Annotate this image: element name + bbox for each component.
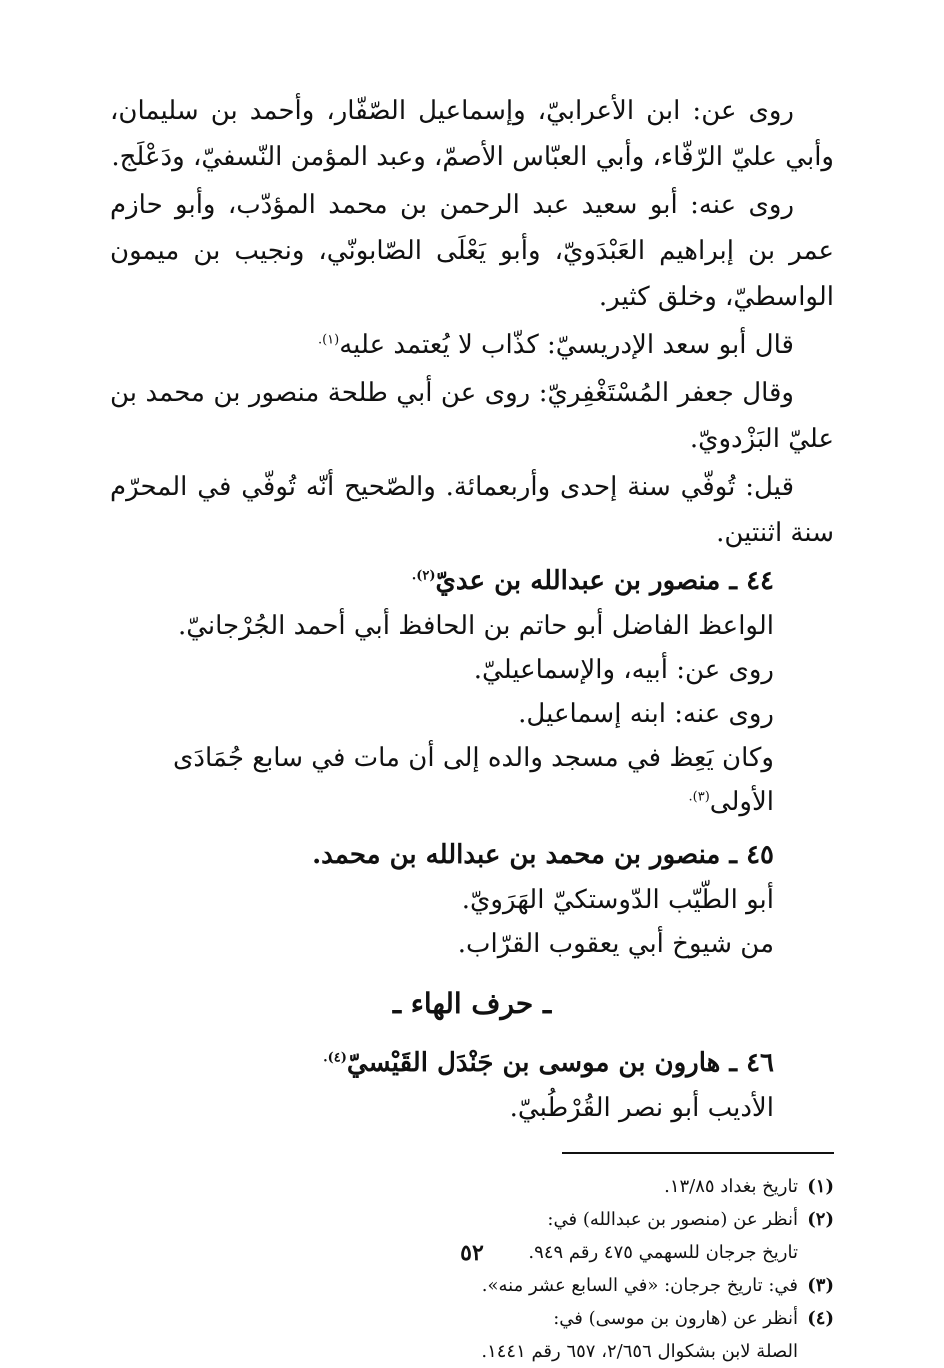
page-body [110, 88, 834, 1368]
entry-45-title: ٤٥ ـ منصور بن محمد بن عبدالله بن محمد. [312, 840, 774, 870]
paragraph-death-date: قيل: تُوفّي سنة إحدى وأربعمائة. والصّحيح أنّه تُوفّي في المحرّم سنة اثنتين. [110, 472, 834, 548]
entry-45-line: من شيوخ أبي يعقوب القرّاب. [457, 929, 774, 959]
entry-44-title-text: ٤٤ ـ منصور بن عبدالله بن عديّ [435, 566, 774, 596]
footnote-item [110, 1170, 834, 1203]
entry-45 [110, 832, 774, 966]
footnote-number: (٢) [807, 1209, 834, 1230]
entry-46-line: الأديب أبو نصر القُرْطُبيّ. [509, 1093, 774, 1123]
footnote-divider [562, 1152, 834, 1154]
footnote-continuation: الصلة لابن بشكوال ٢/٦٥٦، ٦٥٧ رقم ١٤٤١. [481, 1341, 798, 1362]
entry-44-line-text: وكان يَعِظ في مسجد والده إلى أن مات في سابع جُمَادَى الأولى [173, 743, 774, 817]
footnote-item [110, 1302, 834, 1335]
footnote-text: أنظر عن (منصور بن عبدالله) في: [547, 1209, 798, 1230]
entry-44-line: روى عن: أبيه، والإسماعيليّ. [473, 655, 774, 685]
entry-44-line [110, 736, 774, 824]
page-number: ٥٢ [460, 1240, 484, 1266]
footnotes [110, 1170, 834, 1368]
section-heading: ـ حرف الهاء ـ [392, 987, 552, 1020]
paragraph-mustaghfiri: وقال جعفر المُسْتَغْفِريّ: روى عن أبي طلحة منصور بن محمد بن عليّ البَزْدويّ. [110, 378, 834, 454]
footnote-item [110, 1269, 834, 1302]
footnote-item [110, 1203, 834, 1236]
footnote-number: (١) [807, 1176, 834, 1197]
entry-44-title [110, 558, 774, 604]
footnote-number: (٤) [807, 1308, 834, 1329]
footnote-text: تاريخ بغداد ١٣/٨٥. [664, 1176, 798, 1197]
footnote-ref-1[interactable]: (١). [317, 332, 340, 348]
footnote-ref-2[interactable]: (٢). [411, 568, 436, 584]
spacer [110, 824, 834, 832]
paragraph-idrisi-text: قال أبو سعد الإدريسيّ: كذّاب لا يُعتمد عليه [339, 330, 794, 360]
entry-46-title [110, 1040, 774, 1086]
entry-44-line: روى عنه: ابنه إسماعيل. [518, 699, 774, 729]
entry-45-line: أبو الطّيّب الدّوستكيّ الهَرَويّ. [461, 885, 774, 915]
footnote-text: أنظر عن (هارون بن موسى) في: [553, 1308, 798, 1329]
entry-46-title-text: ٤٦ ـ هارون بن موسى بن جَنْدَل القَيْسيّ [346, 1048, 774, 1078]
paragraph-narrated-from: روى عن: ابن الأعرابيّ، وإسماعيل الصّفّار، وأحمد بن سليمان، وأبي عليّ الرّفّاء، وأبي العبّاس الأصمّ، وعبد المؤمن النّسفيّ، ودَعْلَج. [110, 96, 834, 172]
entry-46 [110, 1040, 774, 1130]
entry-44 [110, 558, 774, 824]
footnote-text: في: تاريخ جرجان: «في السابع عشر منه». [481, 1275, 798, 1296]
footnote-ref-3[interactable]: (٣). [688, 789, 710, 805]
entry-44-line: الواعظ الفاضل أبو حاتم بن الحافظ أبي أحمد الجُرْجانيّ. [177, 611, 774, 641]
footnote-number: (٣) [807, 1275, 834, 1296]
footnote-continuation: تاريخ جرجان للسهمي ٤٧٥ رقم ٩٤٩. [528, 1242, 798, 1263]
footnote-ref-4[interactable]: (٤). [323, 1050, 347, 1066]
paragraph-idrisi [110, 322, 834, 368]
paragraph-narrated-by: روى عنه: أبو سعيد عبد الرحمن بن محمد المؤدّب، وأبو حازم عمر بن إبراهيم العَبْدَويّ، وأبو يَعْلَى الصّابونّي، ونجيب بن ميمون الواسطيّ، وخلق كثير. [110, 190, 834, 312]
